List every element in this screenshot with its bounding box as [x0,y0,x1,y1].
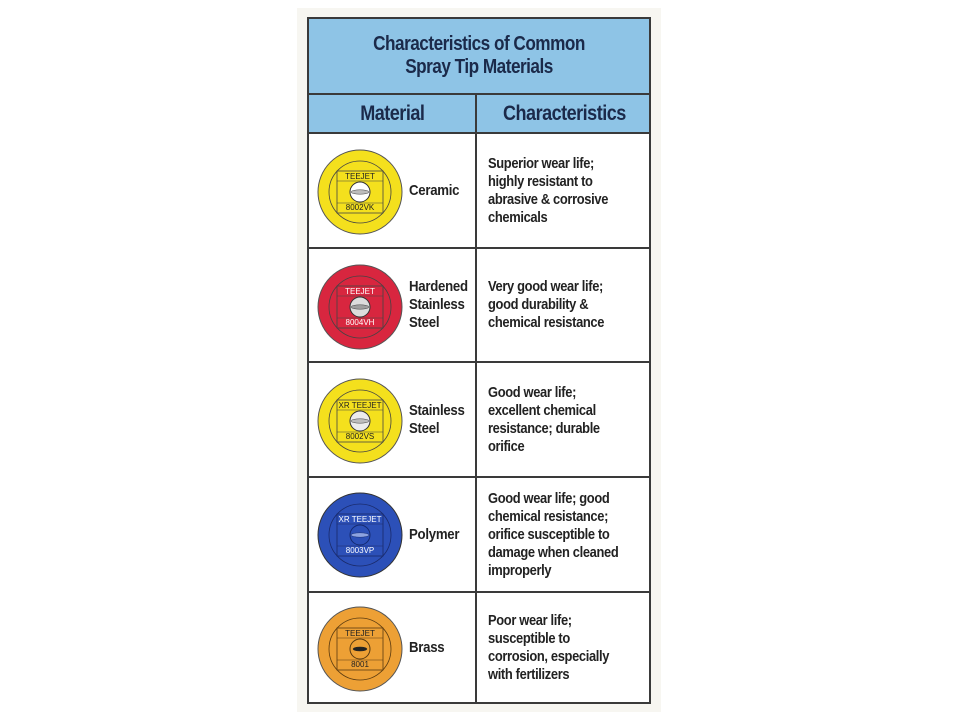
material-name [409,593,473,702]
material-name-text: Brass [409,638,445,656]
material-characteristics [488,249,654,361]
spray-tip-stainless-steel-icon [316,377,404,465]
column-header-characteristics-label: Characteristics [502,101,626,125]
material-characteristics-text: Very good wear life; good durability & chemical resistance [488,278,605,331]
material-characteristics-text: Poor wear life; susceptible to corrosion, especially with fertilizers [488,611,610,683]
material-name [409,249,473,361]
table-title-band [309,19,649,95]
table-row [309,363,649,478]
material-characteristics-text: Good wear life; excellent chemical resistance; durable orifice [488,383,600,455]
material-name [409,363,473,476]
tip-brand-label: XR TEEJET [338,401,382,410]
column-header-characteristics [477,95,651,132]
table-title [350,33,608,79]
tip-code-label: 8002VK [345,203,375,212]
tip-brand-label: TEEJET [345,172,375,181]
spray-tip-hardened-stainless-steel-icon [316,263,404,351]
column-header-row [309,95,649,134]
tip-code-label: 8003VP [345,546,375,555]
material-name [409,134,473,247]
table-row [309,593,649,702]
spray-tip-ceramic-icon [316,148,404,236]
material-name-text: Stainless Steel [409,401,465,437]
tip-code-label: 8002VS [345,432,375,441]
tip-brand-label: TEEJET [345,629,375,638]
table-row [309,134,649,249]
material-name-text: Hardened Stainless Steel [409,278,468,331]
material-characteristics [488,363,654,476]
material-characteristics [488,478,654,591]
column-header-material [309,95,475,132]
table-row [309,478,649,593]
table-row [309,249,649,363]
material-characteristics-text: Superior wear life; highly resistant to abrasive & corrosive chemicals [488,154,609,226]
column-header-material-label: Material [359,101,425,125]
material-characteristics [488,593,654,702]
spray-tip-brass-icon [316,605,404,693]
table-title-line-2: Spray Tip Materials [405,56,553,78]
material-name-text: Ceramic [409,181,460,199]
spray-tip-materials-table [307,17,651,704]
material-name [409,478,473,591]
spray-tip-polymer-icon [316,491,404,579]
tip-brand-label: XR TEEJET [338,515,382,524]
material-characteristics [488,134,654,247]
material-characteristics-text: Good wear life; good chemical resistance; orifice susceptible to damage when cleaned improperly [488,489,619,579]
tip-code-label: 8004VH [345,318,375,327]
tip-brand-label: TEEJET [345,287,375,296]
material-name-text: Polymer [409,525,460,543]
table-title-line-1: Characteristics of Common [373,33,585,55]
tip-code-label: 8001 [351,660,369,669]
